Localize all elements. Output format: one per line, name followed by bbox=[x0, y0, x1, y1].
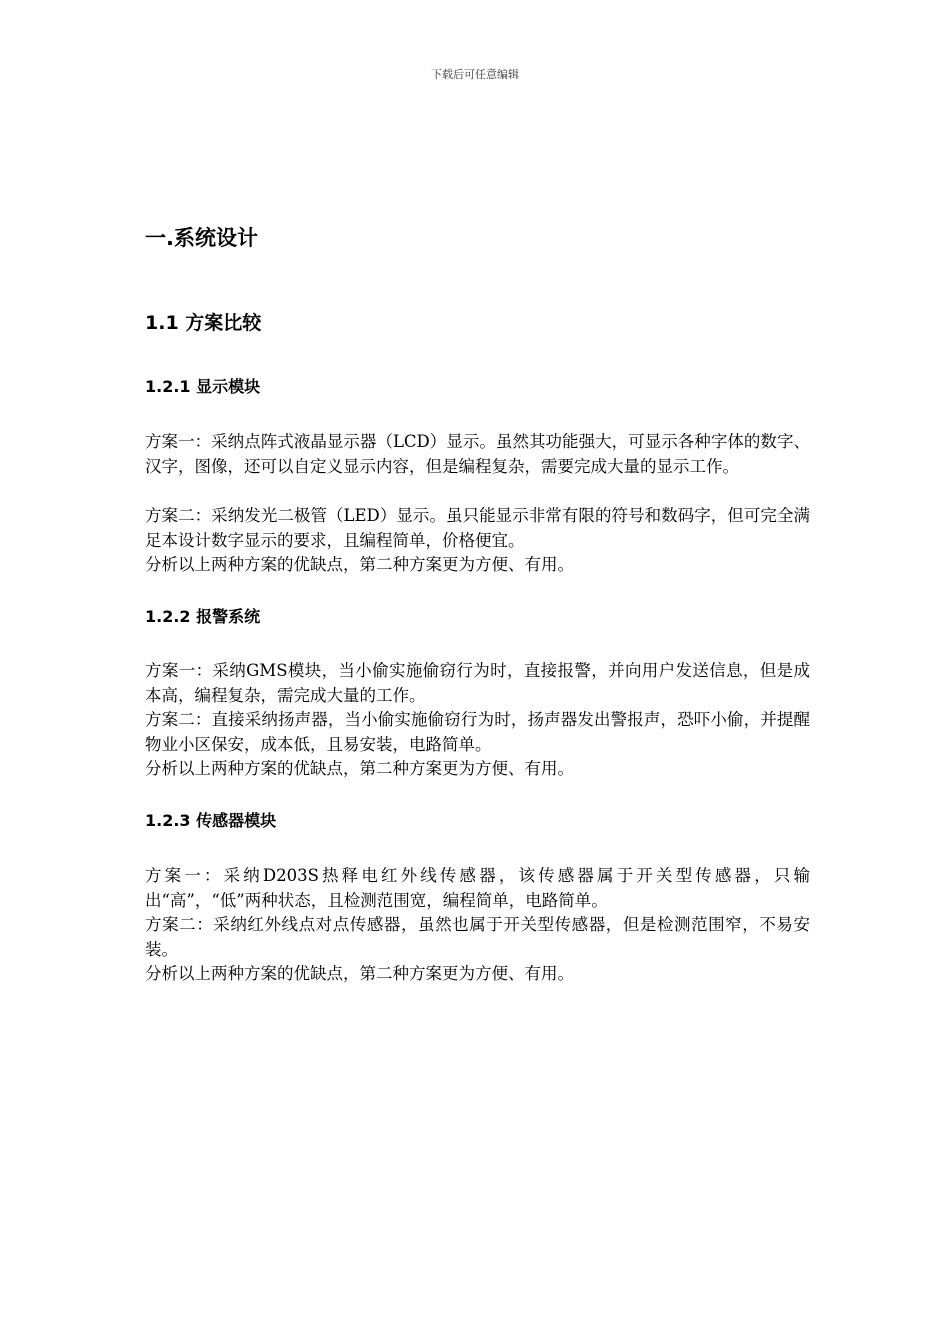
page-header-note: 下载后可任意编辑 bbox=[431, 68, 519, 81]
subsection-heading-sensor-module: 1.2.3 传感器模块 bbox=[145, 811, 277, 830]
sensor-plan-1-paragraph: 方案一：采纳D203S热释电红外线传感器，该传感器属于开关型传感器，只输出“高”，“低”两种状态，且检测范围宽，编程简单，电路简单。 bbox=[145, 866, 810, 910]
alarm-plan-2-paragraph: 方案二：直接采纳扬声器，当小偷实施偷窃行为时，扬声器发出警报声，恐吓小偷，并提醒物业小区保安，成本低，且易安装，电路简单。 bbox=[145, 710, 810, 754]
display-plan-2-paragraph: 方案二：采纳发光二极管（LED）显示。虽只能显示非常有限的符号和数码字，但可完全满足本设计数字显示的要求，且编程简单，价格便宜。 bbox=[145, 506, 810, 550]
alarm-conclusion-paragraph: 分析以上两种方案的优缺点，第二种方案更为方便、有用。 bbox=[145, 759, 574, 778]
display-plan-1-paragraph: 方案一：采纳点阵式液晶显示器（LCD）显示。虽然其功能强大，可显示各种字体的数字、汉字，图像，还可以自定义显示内容，但是编程复杂，需要完成大量的显示工作。 bbox=[145, 432, 810, 476]
section-heading-1-1: 1.1 方案比较 bbox=[145, 312, 262, 334]
subsection-heading-display-module: 1.2.1 显示模块 bbox=[145, 377, 261, 396]
display-conclusion-paragraph: 分析以上两种方案的优缺点，第二种方案更为方便、有用。 bbox=[145, 555, 574, 574]
alarm-plan-1-paragraph: 方案一：采纳GMS模块，当小偷实施偷窃行为时，直接报警，并向用户发送信息，但是成本高，编程复杂，需完成大量的工作。 bbox=[145, 661, 810, 705]
subsection-heading-alarm-system: 1.2.2 报警系统 bbox=[145, 607, 261, 626]
sensor-plan-2-paragraph: 方案二：采纳红外线点对点传感器，虽然也属于开关型传感器，但是检测范围窄，不易安装。 bbox=[145, 915, 810, 959]
sensor-conclusion-paragraph: 分析以上两种方案的优缺点，第二种方案更为方便、有用。 bbox=[145, 964, 574, 983]
document-title: 一.系统设计 bbox=[145, 226, 258, 250]
